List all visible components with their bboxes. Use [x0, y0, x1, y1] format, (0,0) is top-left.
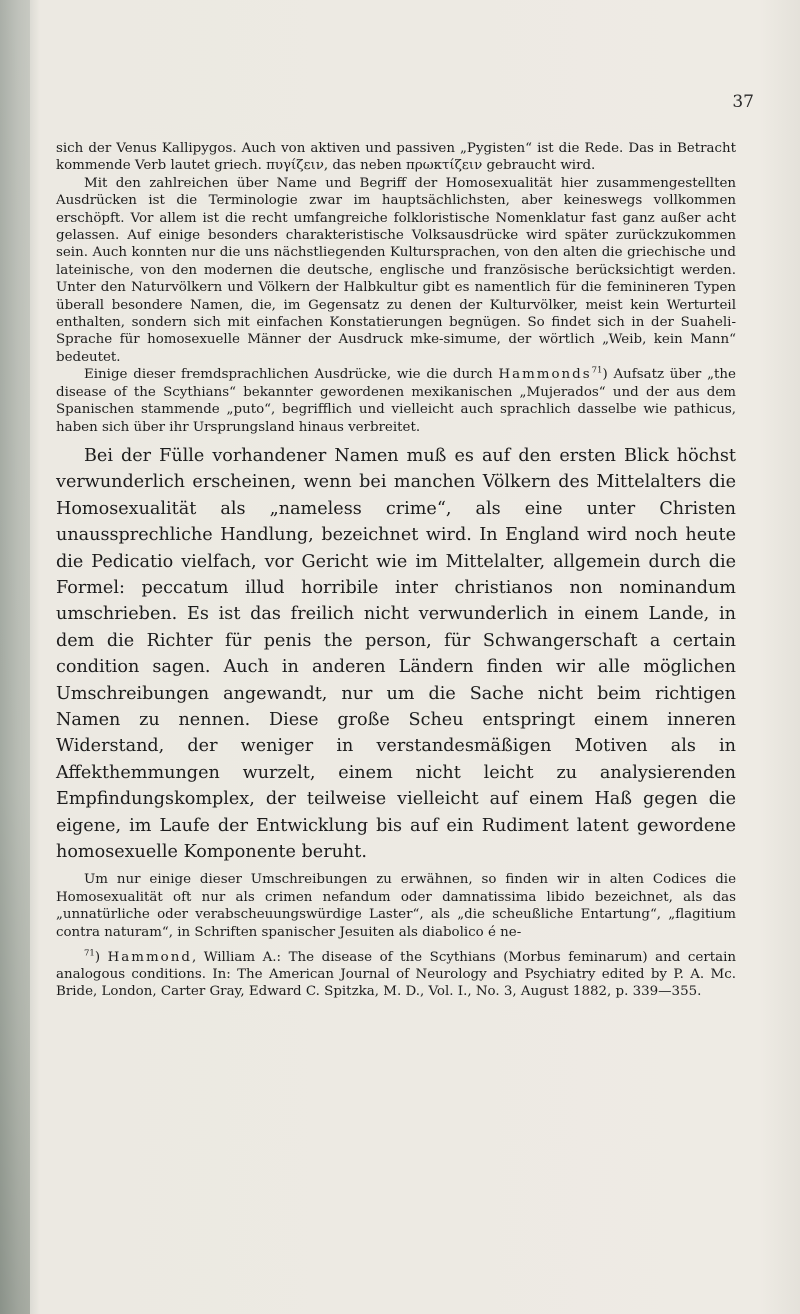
page-number: 37	[732, 92, 754, 112]
paragraph-continuation: sich der Venus Kallipygos. Auch von aktiven und passiven „Pygisten“ ist die Rede. Das in Betracht kommende Verb lautet griech. πυγίζειν, das neben πρωκτίζειν gebraucht wird.	[56, 141, 736, 174]
paragraph-circumlocutions: Um nur einige dieser Umschreibungen zu erwähnen, so finden wir in alten Codices die Homosexualität oft nur als crimen nefandum oder damnatissima libido bezeichnet, als das „unnatürliche oder verabscheuungswürdige Laster“, als „die scheußliche Entartung“, „flagitium contra naturam“, in Schriften spanischer Jesuiten als diabolico é ne-	[56, 872, 736, 940]
footnote	[56, 949, 736, 1000]
page-shadow-edge	[0, 0, 30, 1314]
footnote-author: Hammond	[107, 950, 192, 966]
footnote-reference: 71	[591, 365, 603, 376]
footnote-text: , William A.: The disease of the Scythians (Morbus feminarum) and certain analogous conditions. In: The American Journal of Neurology and Psychiatry edited by P. A. Mc. Bride, London, Carter Gray, Edward C. Spitzka, M. D., Vol. I., No. 3, August 1882, p. 339—355.	[56, 950, 736, 1000]
paragraph-foreign-terms-end: ) Aufsatz über „the disease of the Scythians“ bekannter gewordenen mexikanischen „Mujerados“ und der aus dem Spanischen stammende „puto“, begrifflich und vielleicht auch sprachlich dasselbe wie pathicus, haben sich über ihr Ursprungsland hinaus verbreitet.	[56, 367, 736, 435]
author-name-hammond: Hammonds	[498, 367, 592, 383]
paragraph-foreign-terms-start: Einige dieser fremdsprachlichen Ausdrücke, wie die durch	[84, 367, 493, 383]
footnote-mark: 71	[84, 948, 95, 959]
paragraph-foreign-terms	[56, 366, 736, 436]
paragraph-nameless-crime: Bei der Fülle vorhandener Namen muß es auf den ersten Blick höchst verwunderlich erscheinen, wenn bei manchen Völkern des Mittelalters die Homosexualität als „nameless crime“, als eine unter Christen unaussprechliche Handlung, bezeichnet wird. In England wird noch heute die Pedicatio vielfach, vor Gericht wie im Mittelalter, allgemein durch die Formel: peccatum illud horribile inter christianos non nominandum umschrieben. Es ist das freilich nicht verwunderlich in einem Lande, in dem die Richter für penis the person, für Schwangerschaft a certain condition sagen. Auch in anderen Ländern finden wir alle möglichen Umschreibungen angewandt, nur um die Sache nicht beim richtigen Namen zu nennen. Diese große Scheu entspringt einem inneren Widerstand, der weniger in verstandesmäßigen Motiven als in Affekthemmungen wurzelt, einem nicht leicht zu analysierenden Empfindungskomplex, der teilweise vielleicht auf einem Haß gegen die eigene, im Laufe der Entwicklung bis auf ein Rudiment latent gewordene homosexuelle Komponente beruht.	[56, 445, 736, 862]
paragraph-terminology: Mit den zahlreichen über Name und Begriff der Homosexualität hier zusammengestellten Ausdrücken ist die Terminologie zwar im hauptsächlichsten, aber keineswegs vollkommen erschöpft. Vor allem ist die recht umfangreiche folkloristische Nomenklatur fast ganz außer acht gelassen. Auf einige besonders charakteristische Volksausdrücke wird später zurückzukommen sein. Auch konnten nur die uns nächstliegenden Kultursprachen, von den alten die griechische und lateinische, von den modernen die deutsche, englische und französische berücksichtigt werden. Unter den Naturvölkern und Völkern der Halbkultur gibt es namentlich für die feminineren Typen überall besondere Namen, die, im Gegensatz zu denen der Kulturvölker, meist kein Werturteil enthalten, sondern sich mit einfachen Konstatierungen begnügen. So findet sich in der Suaheli-Sprache für homosexuelle Männer der Ausdruck mke-simume, der wörtlich „Weib, kein Mann“ bedeutet.	[56, 175, 736, 365]
footnote-mark-paren: )	[94, 950, 108, 966]
body-text	[56, 140, 736, 1000]
